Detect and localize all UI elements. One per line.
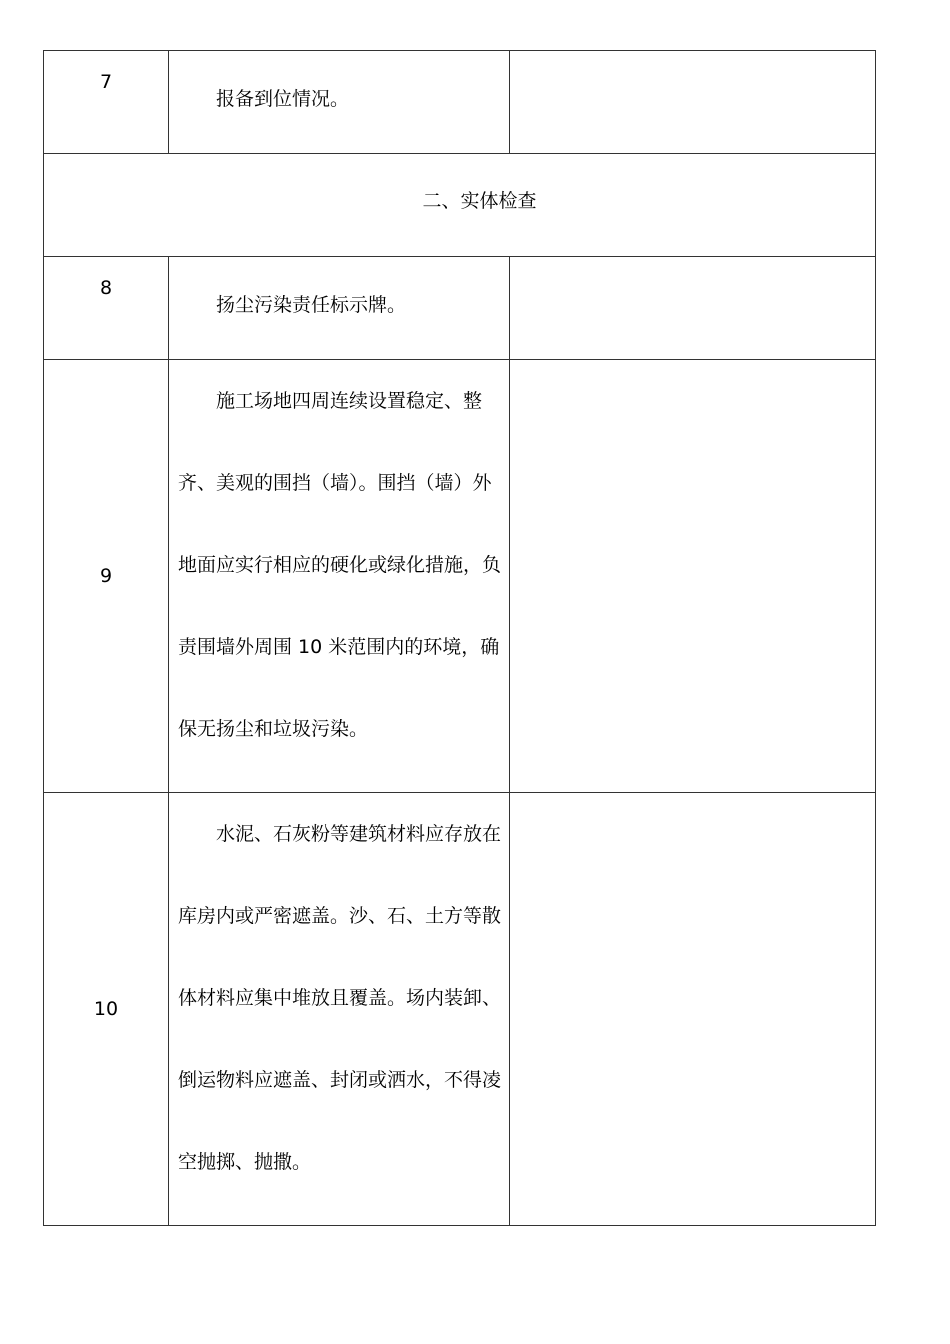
row-number: 9 bbox=[99, 565, 113, 587]
item-text: 水泥、石灰粉等建筑材料应存放在库房内或严密遮盖。沙、石、土方等散体材料应集中堆放且覆盖。场内装卸、倒运物料应遮盖、封闭或洒水，不得凌空抛掷、抛撒。 bbox=[178, 823, 502, 1173]
item-cell bbox=[169, 51, 510, 154]
table-row bbox=[44, 51, 876, 154]
item-cell bbox=[169, 257, 510, 360]
note-cell bbox=[510, 257, 876, 360]
item-cell bbox=[169, 360, 510, 793]
note-cell bbox=[510, 51, 876, 154]
note-cell bbox=[510, 360, 876, 793]
section-row bbox=[44, 154, 876, 257]
row-number-cell bbox=[44, 257, 169, 360]
row-number: 7 bbox=[99, 71, 113, 93]
row-number-cell bbox=[44, 360, 169, 793]
item-text: 施工场地四周连续设置稳定、整齐、美观的围挡（墙）。围挡（墙）外地面应实行相应的硬化或绿化措施，负责围墙外周围 10 米范围内的环境，确保无扬尘和垃圾污染。 bbox=[178, 390, 502, 740]
table-row bbox=[44, 257, 876, 360]
row-number-cell bbox=[44, 793, 169, 1226]
note-cell bbox=[510, 793, 876, 1226]
table-row bbox=[44, 793, 876, 1226]
table-row bbox=[44, 360, 876, 793]
item-cell bbox=[169, 793, 510, 1226]
item-text: 扬尘污染责任标示牌。 bbox=[216, 294, 407, 316]
inspection-table bbox=[43, 50, 876, 1226]
row-number-cell bbox=[44, 51, 169, 154]
row-number: 8 bbox=[99, 277, 113, 299]
row-number: 10 bbox=[93, 998, 119, 1020]
section-heading-cell bbox=[44, 154, 876, 257]
item-text: 报备到位情况。 bbox=[216, 88, 350, 110]
section-title: 二、实体检查 bbox=[422, 190, 537, 212]
